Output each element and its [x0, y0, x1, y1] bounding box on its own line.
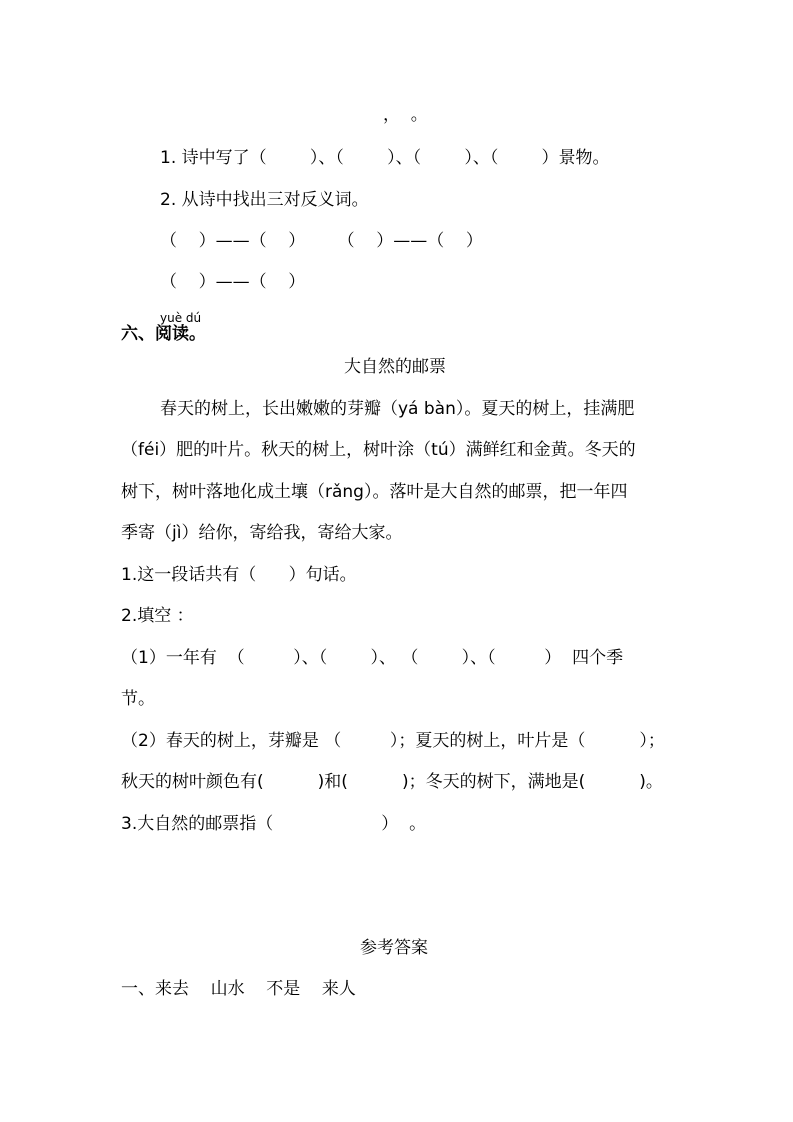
section-6-pinyin: yuè dú — [160, 311, 202, 325]
passage-line: （féi）肥的叶片。秋天的树上，树叶涂（tú）满鲜红和金黄。冬天的 — [121, 440, 636, 460]
passage-line: 春天的树上，长出嫩嫩的芽瓣（yá bàn）。夏天的树上，挂满肥 — [160, 399, 635, 419]
reading-question-3: 3.大自然的邮票指（ ） 。 — [121, 814, 427, 834]
reading-question-2-1: （1）一年有 （ ）、（ ）、 （ ）、（ ） 四个季 — [121, 648, 624, 668]
answers-title: 参考答案 — [360, 938, 428, 958]
reading-question-2-1-cont: 节。 — [121, 689, 155, 709]
antonym-row-1: （ ）——（ ） （ ）——（ ） — [160, 231, 483, 251]
question-1: 1. 诗中写了（ ）、（ ）、（ ）、（ ）景物。 — [160, 148, 610, 168]
reading-question-1: 1.这一段话共有（ ）句话。 — [121, 565, 357, 585]
answer-1: 一、来去 山水 不是 来人 — [121, 979, 356, 999]
question-2: 2. 从诗中找出三对反义词。 — [160, 190, 369, 210]
reading-question-2: 2.填空 ： — [121, 606, 194, 626]
passage-line: 树下，树叶落地化成土壤（rǎng）。落叶是大自然的邮票，把一年四 — [121, 482, 628, 502]
reading-question-2-2: （2）春天的树上，芽瓣是 （ ）；夏天的树上，叶片是（ ）； — [121, 731, 665, 751]
passage-line: 季寄（jì）给你，寄给我，寄给大家。 — [121, 523, 403, 543]
poem-tail-punctuation: ， 。 — [383, 105, 428, 125]
reading-question-2-2-cont: 秋天的树叶颜色有( )和( )；冬天的树下，满地是( )。 — [121, 772, 663, 792]
passage-title: 大自然的邮票 — [344, 357, 446, 377]
section-6-heading: 六、阅读。 — [121, 324, 206, 344]
antonym-row-2: （ ）——（ ） — [160, 272, 306, 292]
